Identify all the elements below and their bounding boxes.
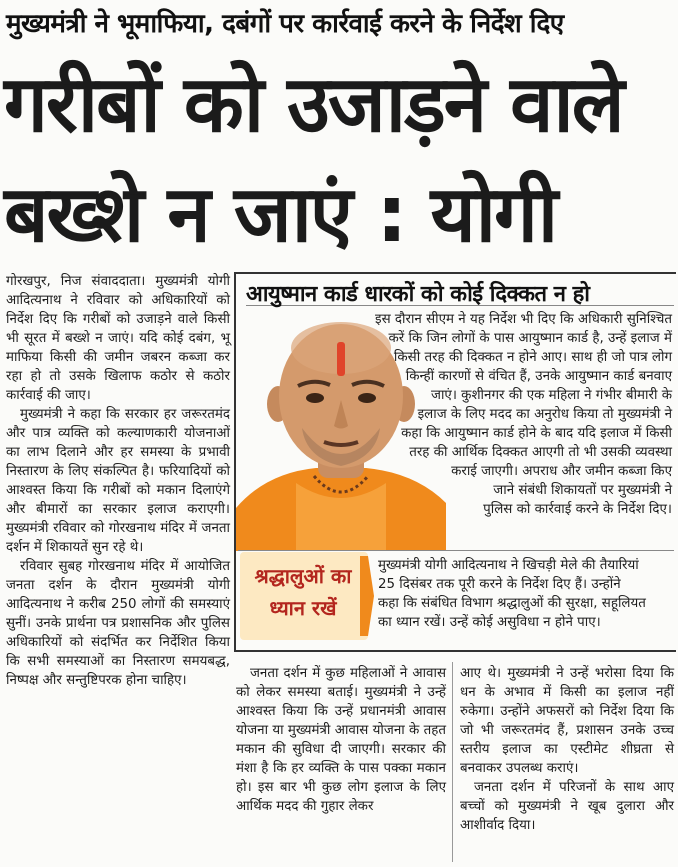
box-border-bottom — [234, 650, 676, 652]
box-line: जाएं। कुशीनगर की एक महिला ने गंभीर बीमारी के — [431, 388, 672, 403]
paragraph: जनता दर्शन में कुछ महिलाओं ने आवास को लेकर समस्या बताई। मुख्यमंत्री ने उन्हें आश्वस्त किया कि उन्हें प्रधानमंत्री आवास योजना या मुख्यमंत्री आवास योजना के तहत मकान की सुविधा दी जाएगी। सरकार की मंशा है कि हर व्यक्ति के पास पक्का मकान हो। इस बार भी कुछ लोग इलाज के लिए आर्थिक मदद की गुहार लेकर — [236, 666, 446, 814]
sub-line: मुख्यमंत्री योगी आदित्यनाथ ने खिचड़ी मेले की तैयारियां — [378, 558, 639, 573]
box-line: जाने संबंधी शिकायतों पर मुख्यमंत्री ने — [493, 483, 672, 498]
box-line: कराई जाएगी। अपराध और जमीन कब्जा किए — [451, 464, 672, 479]
right-column — [460, 664, 674, 835]
box-line: इलाज के लिए मदद का अनुरोध किया तो मुख्यमंत्री ने — [417, 407, 672, 422]
box-line: किसी तरह की दिक्कत न होने आए। साथ ही जो पात्र लोग — [393, 350, 672, 365]
sub-body — [378, 556, 674, 632]
box-line: किन्हीं कारणों से वंचित हैं, उनके आयुष्मान कार्ड बनवाए — [405, 369, 672, 384]
headline-line-2: बख्शे न जाएं : योगी — [4, 170, 557, 260]
sub-line: का ध्यान रखें। उन्हें कोई असुविधा न होने पाए। — [378, 615, 601, 630]
headline-line-1: गरीबों को उजाड़ने वाले — [4, 60, 623, 150]
tag-arrow-icon — [360, 556, 374, 636]
column-divider — [452, 662, 453, 862]
paragraph: मुख्यमंत्री ने कहा कि सरकार हर जरूरतमंद और पात्र व्यक्ति को कल्याणकारी योजनाओं का लाभ दिलाने और हर समस्या के प्रभावी निस्तारण के लिए संकल्पित है। फरियादियों को आश्वस्त किया कि गरीबों को मकान दिलाएंगे और बीमारों का सरकार इलाज कराएगी। मुख्यमंत्री रविवार को गोरखनाथ मंदिर में जनता दर्शन में शिकायतें सुन रहे थे। — [6, 407, 230, 555]
box-body — [320, 310, 672, 519]
middle-column — [236, 664, 446, 816]
box-line: कहा कि आयुष्मान कार्ड होने के बाद यदि इलाज में किसी — [401, 426, 672, 441]
paragraph: रविवार सुबह गोरखनाथ मंदिर में आयोजित जनता दर्शन के दौरान मुख्यमंत्री योगी आदित्यनाथ ने करीब 250 लोगों की समस्याएं सुनीं। उनके प्रार्थना पत्र प्रशासनिक और पुलिस अधिकारियों को संदर्भित कर निर्देशित किया कि सभी समस्याओं का निस्तारण समयबद्ध, निष्पक्ष और सन्तुष्टिपरक होना चाहिए। — [6, 559, 230, 688]
tag-line: ध्यान रखें — [269, 596, 337, 620]
box-line: पुलिस को कार्रवाई करने के निर्देश दिए। — [483, 502, 672, 517]
sub-line: 25 दिसंबर तक पूरी करने के निर्देश दिए हैं। उन्होंने — [378, 577, 621, 592]
paragraph: आए थे। मुख्यमंत्री ने उन्हें भरोसा दिया कि धन के अभाव में किसी का इलाज नहीं रुकेगा। उन्होंने अफसरों को निर्देश दिया कि जो भी जरूरतमंद हैं, प्रशासन उनके उच्च स्तरीय इलाज का एस्टीमेट शीघ्रता से बनवाकर उपलब्ध कराएं। — [460, 666, 674, 776]
paragraph: गोरखपुर, निज संवाददाता। मुख्यमंत्री योगी आदित्यनाथ ने रविवार को अधिकारियों को निर्देश दिए कि गरीबों को उजाड़ने वाले किसी भी सूरत में बख्शे न जाएं। यदि कोई दबंग, भू माफिया किसी की जमीन जबरन कब्जा कर रहा हो तो उसके खिलाफ कठोर से कठोर कार्रवाई की जाए। — [6, 274, 230, 403]
box-line: इस दौरान सीएम ने यह निर्देश भी दिए कि अधिकारी सुनिश्चित — [375, 312, 672, 327]
left-column — [6, 272, 230, 690]
box-border-top — [234, 272, 676, 274]
tag-label — [244, 560, 362, 624]
box-title: आयुष्मान कार्ड धारकों को कोई दिक्कत न हो — [246, 282, 590, 307]
box-line: करें कि जिन लोगों के पास आयुष्मान कार्ड है, उन्हें इलाज में — [388, 331, 672, 346]
box-line: तरह की आर्थिक दिक्कत आएगी तो भी उसकी व्यवस्था — [409, 445, 672, 460]
sub-rule-top — [238, 550, 674, 551]
kicker: मुख्यमंत्री ने भूमाफिया, दबंगों पर कार्रवाई करने के निर्देश दिए — [6, 9, 564, 39]
tag-line: श्रद्धालुओं का — [254, 564, 352, 588]
sub-line: कहा कि संबंधित विभाग श्रद्धालुओं की सुरक्षा, सहूलियत — [378, 596, 646, 611]
paragraph: जनता दर्शन में परिजनों के साथ आए बच्चों को मुख्यमंत्री ने खूब दुलारा और आशीर्वाद दिया। — [460, 780, 674, 833]
